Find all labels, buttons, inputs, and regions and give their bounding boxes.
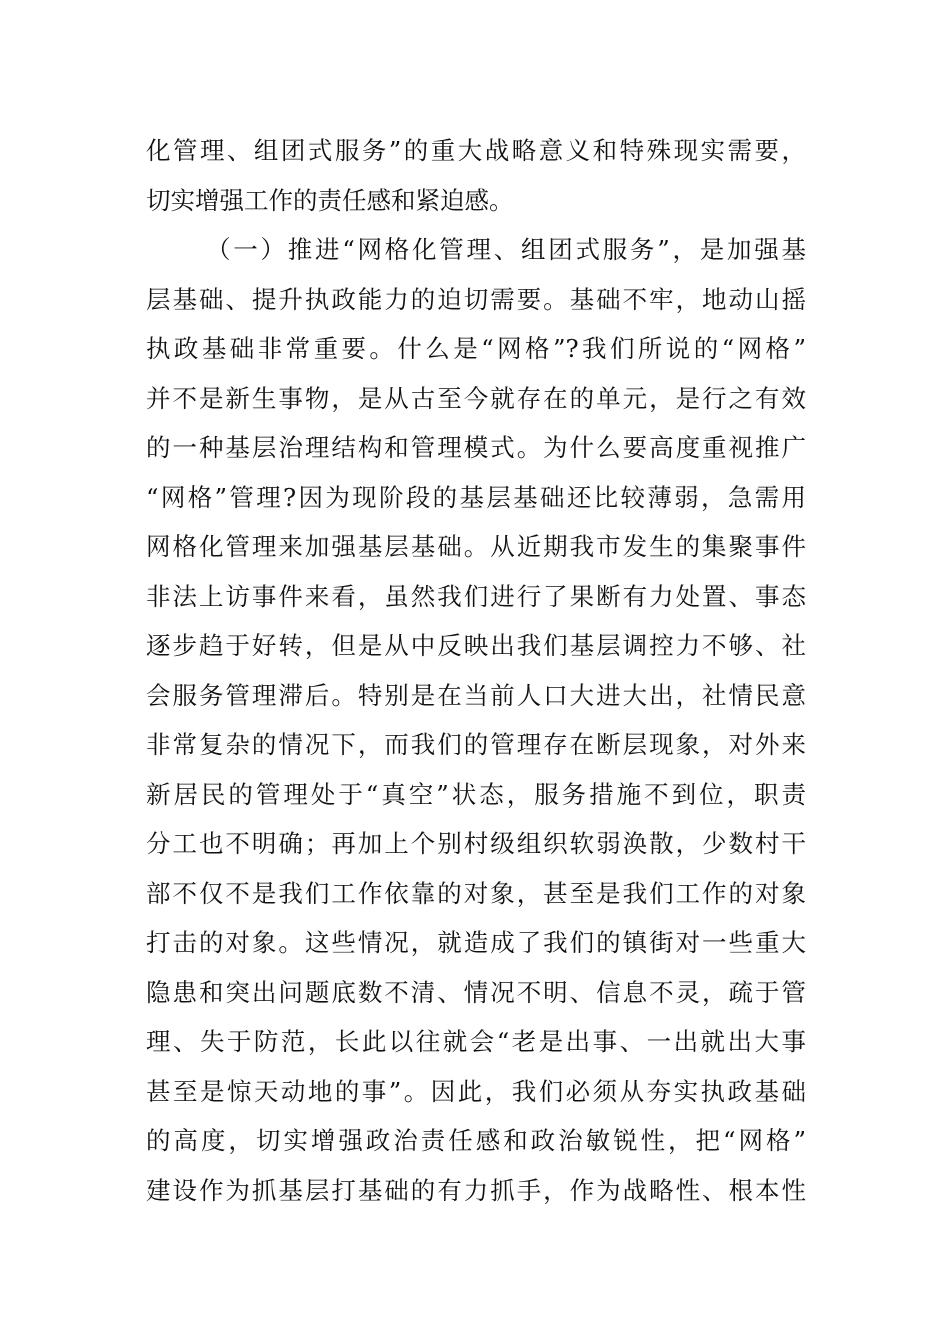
text-line: 非常复杂的情况下，而我们的管理存在断层现象，对外来 <box>146 730 806 759</box>
text-line: 的一种基层治理结构和管理模式。为什么要高度重视推广 <box>146 433 806 462</box>
text-line: 网格化管理来加强基层基础。从近期我市发生的集聚事件 <box>146 532 806 561</box>
text-line: 的高度，切实增强政治责任感和政治敏锐性，把“网格” <box>146 1126 806 1155</box>
text-line: 并不是新生事物，是从古至今就存在的单元，是行之有效 <box>146 383 806 413</box>
text-line: 化管理、组团式服务”的重大战略意义和特殊现实需要， <box>146 136 806 165</box>
paragraph-first-line: （一）推进“网格化管理、组团式服务”，是加强基 <box>206 235 806 264</box>
text-line: 层基础、提升执政能力的迫切需要。基础不牢，地动山摇 <box>146 284 806 314</box>
text-line: 执政基础非常重要。什么是“网格”?我们所说的“网格” <box>146 334 806 363</box>
text-line: 理、失于防范，长此以往就会“老是出事、一出就出大事 <box>146 1027 806 1056</box>
text-line: 非法上访事件来看，虽然我们进行了果断有力处置、事态 <box>146 581 806 611</box>
text-line: 建设作为抓基层打基础的有力抓手，作为战略性、根本性 <box>146 1175 806 1205</box>
text-line: 部不仅不是我们工作依靠的对象，甚至是我们工作的对象 <box>146 878 806 908</box>
text-line: 会服务管理滞后。特别是在当前人口大进大出，社情民意 <box>146 680 806 710</box>
text-line: 分工也不明确；再加上个别村级组织软弱涣散，少数村干 <box>146 829 806 858</box>
text-line: 甚至是惊天动地的事”。因此，我们必须从夯实执政基础 <box>146 1076 806 1106</box>
document-body-text <box>146 126 806 1215</box>
text-line: 隐患和突出问题底数不清、情况不明、信息不灵，疏于管 <box>146 977 806 1007</box>
text-line: 切实增强工作的责任感和紧迫感。 <box>146 185 514 215</box>
text-line: 逐步趋于好转，但是从中反映出我们基层调控力不够、社 <box>146 631 806 660</box>
text-line: 打击的对象。这些情况，就造成了我们的镇街对一些重大 <box>146 928 806 957</box>
text-line: “网格”管理?因为现阶段的基层基础还比较薄弱，急需用 <box>146 482 806 512</box>
text-line: 新居民的管理处于“真空”状态，服务措施不到位，职责 <box>146 779 806 809</box>
